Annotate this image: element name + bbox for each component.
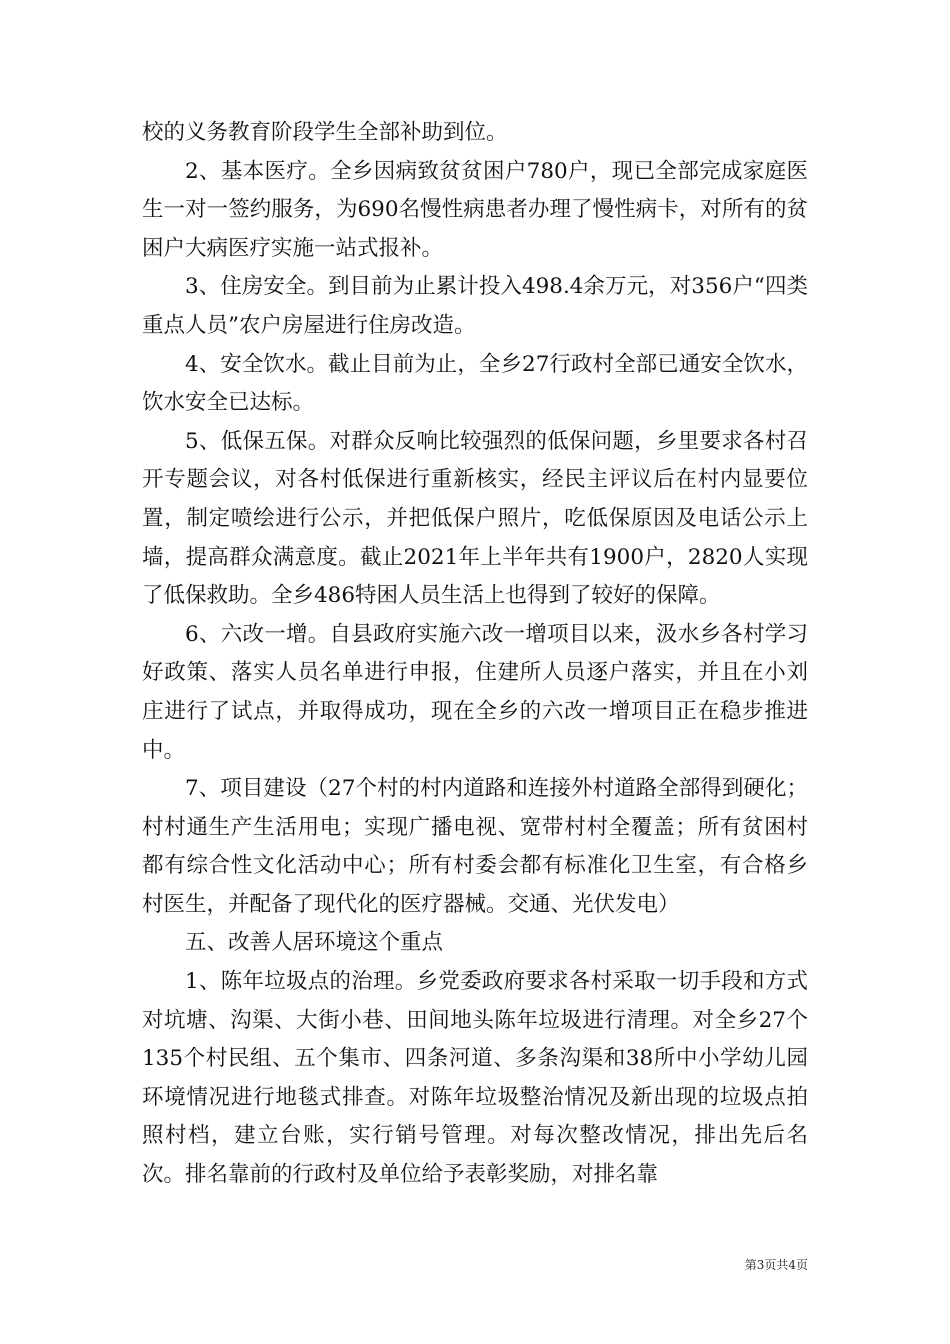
paragraph-continuation: 校的义务教育阶段学生全部补助到位。 — [142, 120, 508, 145]
paragraph-old-garbage-treatment: 1、陈年垃圾点的治理。乡党委政府要求各村采取一切手段和方式对坑塘、沟渠、大街小巷、田间地头陈年垃圾进行清理。对全乡27个135个村民组、五个集市、四条河道、多条沟渠和38所中小学幼儿园环境情况进行地毯式排查。对陈年垃圾整治情况及新出现的垃圾点拍照村档，建立台账，实行销号管理。对每次整改情况，排出先后名次。排名靠前的行政村及单位给予表彰奖励，对排名靠 — [142, 969, 808, 1188]
paragraph-six-reforms: 6、六改一增。自县政府实施六改一增项目以来，汲水乡各村学习好政策、落实人员名单进行申报，住建所人员逐户落实，并且在小刘庄进行了试点，并取得成功，现在全乡的六改一增项目正在稳步推进中。 — [142, 621, 808, 763]
paragraph-basic-medical: 2、基本医疗。全乡因病致贫贫困户780户，现已全部完成家庭医生一对一签约服务，为690名慢性病患者办理了慢性病卡，对所有的贫困户大病医疗实施一站式报补。 — [142, 158, 808, 261]
paragraph-project-construction: 7、项目建设（27个村的村内道路和连接外村道路全部得到硬化；村村通生产生活用电；实现广播电视、宽带村村全覆盖；所有贫困村都有综合性文化活动中心；所有村委会都有标准化卫生室，有合格乡村医生，并配备了现代化的医疗器械。交通、光伏发电） — [142, 776, 808, 917]
paragraph-housing-safety: 3、住房安全。到目前为止累计投入498.4余万元，对356户“四类重点人员”农户房屋进行住房改造。 — [142, 274, 808, 338]
section-heading-living-environment: 五、改善人居环境这个重点 — [185, 930, 444, 956]
paragraph-safe-drinking-water: 4、安全饮水。截止目前为止，全乡27行政村全部已通安全饮水，饮水安全已达标。 — [142, 351, 808, 416]
page-number-footer: 第3页共4页 — [744, 1258, 808, 1272]
document-body — [142, 114, 808, 1195]
paragraph-minimum-living-guarantee: 5、低保五保。对群众反响比较强烈的低保问题，乡里要求各村召开专题会议，对各村低保进行重新核实，经民主评议后在村内显要位置，制定喷绘进行公示，并把低保户照片，吃低保原因及电话公示上墙，提高群众满意度。截止2021年上半年共有1900户，2820人实现了低保救助。全乡486特困人员生活上也得到了较好的保障。 — [142, 428, 808, 609]
